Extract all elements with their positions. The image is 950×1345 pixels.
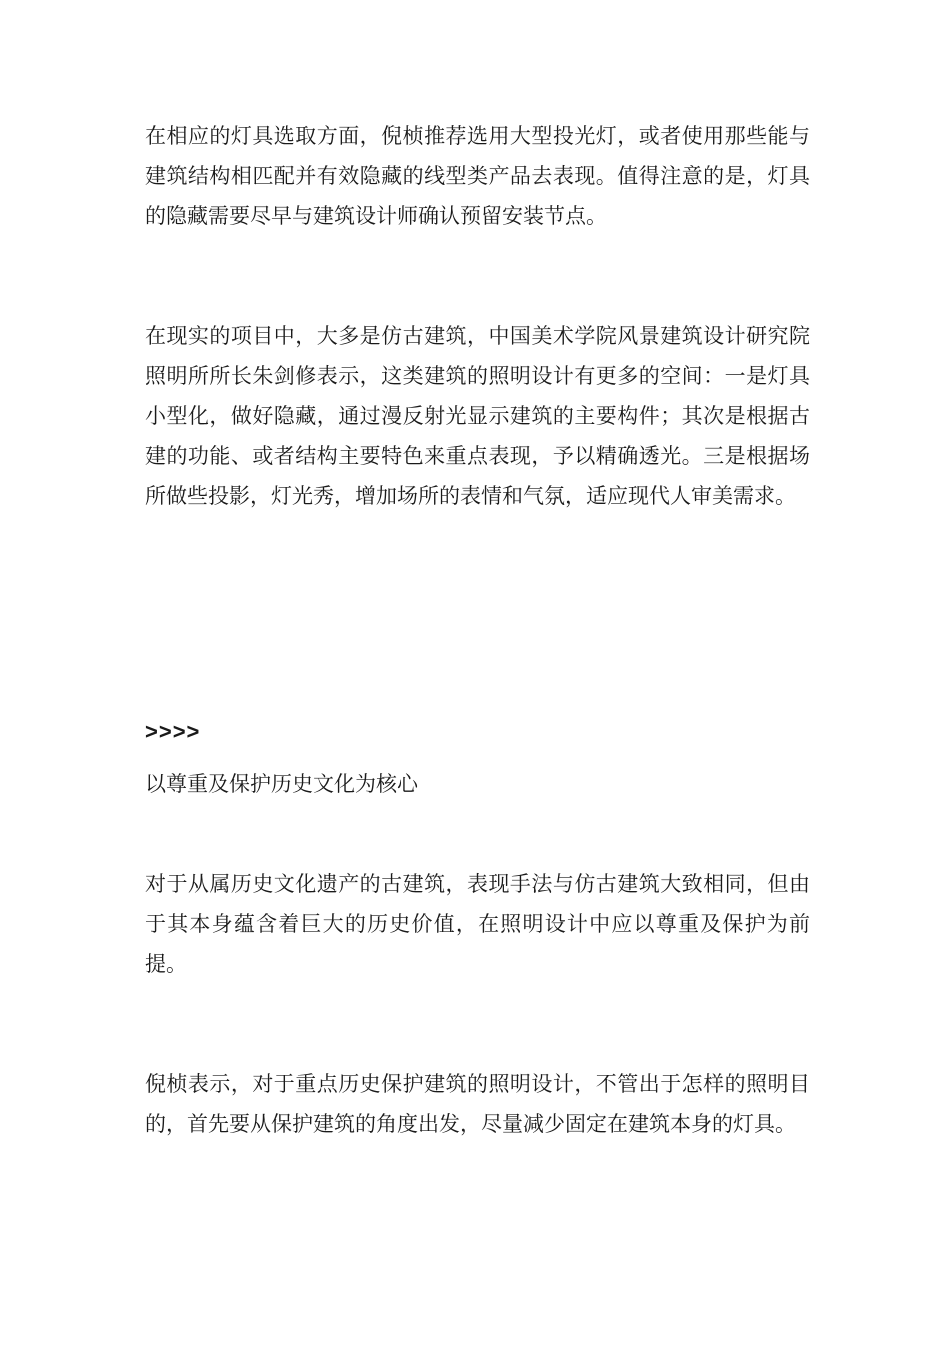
section-heading: 以尊重及保护历史文化为核心 bbox=[145, 772, 418, 796]
paragraph-protection-priority: 倪桢表示，对于重点历史保护建筑的照明设计，不管出于怎样的照明目的，首先要从保护建筑的角度出发，尽量减少固定在建筑本身的灯具。 bbox=[145, 1072, 810, 1136]
section-marker: >>>> bbox=[145, 719, 201, 744]
paragraph-antique-buildings: 在现实的项目中，大多是仿古建筑，中国美术学院风景建筑设计研究院照明所所长朱剑修表示，这类建筑的照明设计有更多的空间：一是灯具小型化，做好隐藏，通过漫反射光显示建筑的主要构件；其次是根据古建的功能、或者结构主要特色来重点表现，予以精确透光。三是根据场所做些投影，灯光秀，增加场所的表情和气氛，适应现代人审美需求。 bbox=[145, 324, 810, 508]
paragraph-heritage-buildings: 对于从属历史文化遗产的古建筑，表现手法与仿古建筑大致相同，但由于其本身蕴含着巨大的历史价值，在照明设计中应以尊重及保护为前提。 bbox=[145, 872, 810, 976]
paragraph-luminaire-selection: 在相应的灯具选取方面，倪桢推荐选用大型投光灯，或者使用那些能与建筑结构相匹配并有效隐藏的线型类产品去表现。值得注意的是，灯具的隐藏需要尽早与建筑设计师确认预留安装节点。 bbox=[145, 124, 810, 228]
